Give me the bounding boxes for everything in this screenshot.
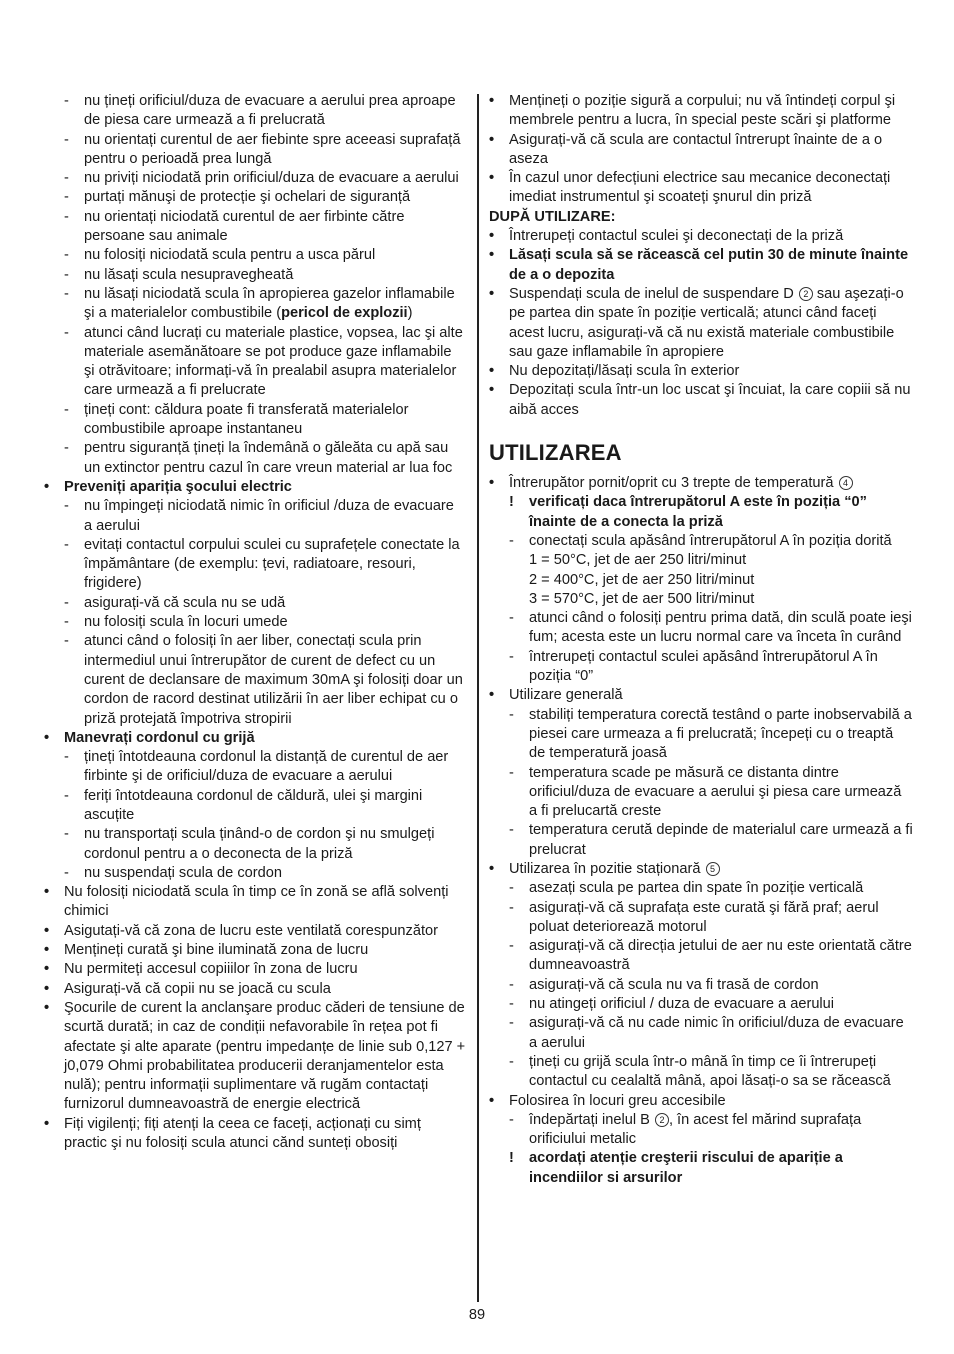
item-text: purtați mănuşi de protecție şi ochelari de siguranță <box>84 189 411 206</box>
list-item <box>44 401 466 440</box>
list-item <box>489 1149 913 1188</box>
list-item <box>44 188 466 207</box>
item-text-after: ) <box>407 305 413 322</box>
item-text: atunci când o folosiți în aer liber, conectați scula prin intermediul unui întrerupător de curent de defect cu un curent de declansare de maximum 30mA şi folosiți doar un cordon de racord destinat utilizării în aer liber echipat cu o priză protejată împotriva stropirii <box>84 633 463 727</box>
section-title: UTILIZAREA <box>489 440 622 466</box>
list-item <box>489 246 913 285</box>
figure-reference-badge: 4 <box>839 476 853 490</box>
item-text: nu lăsați niciodată scula în apropierea gazelor inflamabile şi a materialelor combustibile ( <box>84 285 455 322</box>
figure-reference-badge: 2 <box>799 287 813 301</box>
left-column <box>44 92 466 1153</box>
item-text: îndepărtați inelul B <box>529 1111 654 1128</box>
list-item <box>489 764 913 822</box>
list-item <box>489 821 913 860</box>
item-text: asigurați-vă că scula nu se udă <box>84 594 286 611</box>
right-column-top-list <box>489 92 913 420</box>
item-text: Nu folosiți niciodată scula în timp ce în zonă se află solvenți chimici <box>64 884 449 920</box>
list-item <box>489 532 913 551</box>
item-text: asigurați-vă că nu cade nimic în orificiul/duza de evacuare a aerului <box>529 1015 904 1051</box>
list-item <box>489 648 913 687</box>
item-text: conectați scula apăsând întrerupătorul A în poziția dorită <box>529 532 892 549</box>
list-item <box>489 131 913 170</box>
item-bold-text: pericol de explozii <box>281 305 408 322</box>
list-item <box>44 999 466 1115</box>
item-text: Nu permiteți accesul copiiilor în zona de lucru <box>64 961 358 978</box>
list-item <box>489 493 913 532</box>
item-text: Utilizare generală <box>509 687 623 704</box>
list-item <box>44 787 466 826</box>
list-item <box>44 864 466 883</box>
item-text: atunci când o folosiți pentru prima dată, din sculă poate ieşi fum; acesta este un lucru normal care va înceta în curând <box>529 610 912 646</box>
item-text: nu orientați curentul de aer fiebinte spre aceeasi suprafață pentru o perioadă prea lungă <box>84 131 461 167</box>
subheading <box>489 208 913 227</box>
item-text: asezați scula pe partea din spate în poziție verticală <box>529 880 864 897</box>
list-item <box>489 706 913 764</box>
list-item <box>489 474 913 493</box>
item-text: stabiliți temperatura corectă testând o parte inobservabilă a piesei care urmeaza a fi prelucrată; începeți cu o treaptă de temperatură joasă <box>529 706 912 762</box>
item-text: În cazul unor defecțiuni electrice sau mecanice deconectați imediat instrumentul şi scoateți şnurul din priză <box>509 170 891 206</box>
list-item <box>44 613 466 632</box>
right-column-bottom-list <box>489 474 913 1188</box>
item-text: 2 = 400°C, jet de aer 250 litri/minut <box>529 571 755 588</box>
item-text-after: , în acest fel mărind suprafața orificiului metalic <box>529 1111 862 1148</box>
list-item <box>44 883 466 922</box>
item-text: nu orientați niciodată curentul de aer firbinte către persoane sau animale <box>84 208 405 245</box>
list-item <box>489 227 913 246</box>
list-item <box>489 590 913 609</box>
figure-reference-badge: 2 <box>655 1113 669 1127</box>
item-text: nu folosiți niciodată scula pentru a usca părul <box>84 247 376 264</box>
list-item <box>489 1092 913 1111</box>
item-text: Suspendați scula de inelul de suspendare D <box>509 285 798 302</box>
list-item <box>489 686 913 705</box>
list-item <box>44 478 466 497</box>
item-text: nu țineți orificiul/duza de evacuare a aerului prea aproape de piesa care urmează a fi prelucrată <box>84 93 456 129</box>
item-text: DUPĂ UTILIZARE: <box>489 208 616 225</box>
item-text: Întrerupător pornit/oprit cu 3 trepte de temperatură <box>509 475 838 492</box>
list-item <box>489 551 913 570</box>
list-item <box>489 937 913 976</box>
list-item <box>44 266 466 285</box>
list-item <box>44 208 466 247</box>
list-item <box>44 131 466 170</box>
item-text: Fiți vigilenți; fiți atenți la ceea ce faceți, acționați cu simț practic şi nu folosiți scula atunci cănd sunteți obosiți <box>64 1115 421 1152</box>
item-text: temperatura scade pe măsură ce distanta dintre orificiul/duza de evacuare a aerului şi piesa care urmează a fi prelucartă creste <box>529 764 902 820</box>
item-text: Folosirea în locuri greu accesibile <box>509 1092 726 1109</box>
item-text: verificați daca întrerupătorul A este în poziția “0” înainte de a conecta la priză <box>529 494 867 530</box>
item-text: nu transportați scula ținând-o de cordon şi nu smulgeți cordonul pentru a o deconecta de la priză <box>84 826 435 862</box>
item-text: asigurați-vă că scula nu va fi trasă de cordon <box>529 976 819 993</box>
item-text: temperatura cerută depinde de materialul care urmează a fi prelucrat <box>529 822 913 858</box>
item-text: Întrerupeți contactul sculei şi deconectați de la priză <box>509 228 844 245</box>
list-item <box>44 497 466 536</box>
list-item <box>489 899 913 938</box>
item-text: țineți cont: căldura poate fi transferată materialelor combustibile aproape instantaneu <box>84 401 409 438</box>
figure-reference-badge: 5 <box>706 862 720 876</box>
item-text: acordați atenție creşterii riscului de apariție a incendiilor si arsurilor <box>529 1150 843 1186</box>
list-item <box>44 922 466 941</box>
list-item <box>489 995 913 1014</box>
list-item <box>489 609 913 648</box>
list-item <box>489 362 913 381</box>
item-text: asigurați-vă că direcția jetului de aer nu este orientată către dumneavoastră <box>529 938 912 974</box>
item-text: Preveniți apariția şocului electric <box>64 478 292 495</box>
list-item <box>489 1053 913 1092</box>
list-item <box>44 439 466 478</box>
item-text: Depozitați scula într-un loc uscat şi încuiat, la care copiii să nu aibă acces <box>509 382 911 418</box>
list-item <box>44 536 466 594</box>
list-item <box>44 1115 466 1154</box>
list-item <box>489 1014 913 1053</box>
item-text: evitați contactul corpului sculei cu suprafețele conectate la împământare (de exemplu: țevi, radiatoare, resouri, frigidere) <box>84 536 460 592</box>
page-number: 89 <box>468 1307 486 1323</box>
item-text: atunci când lucrați cu materiale plastice, vopsea, lac şi alte materiale asemănătoare se pot produce gaze inflamabile şi otrăvitoare; informați-vă în prealabil asupra materialelor care urmează a fi prelucrate <box>84 324 463 399</box>
list-item <box>489 381 913 420</box>
list-item <box>44 169 466 188</box>
list-item <box>489 860 913 879</box>
item-text: asigurați-vă că suprafața este curată şi fără praf; aerul poluat deteriorează motorul <box>529 899 879 935</box>
item-text: întrerupeți contactul sculei apăsând întrerupătorul A în poziția “0” <box>529 648 878 685</box>
list-item <box>44 632 466 728</box>
list-item <box>44 92 466 131</box>
list-item <box>489 571 913 590</box>
list-item <box>44 594 466 613</box>
item-text: Asigutați-vă că zona de lucru este ventilată corespunzător <box>64 922 438 939</box>
list-item <box>489 92 913 131</box>
list-item <box>489 169 913 208</box>
item-text: pentru siguranță țineți la îndemână o găleăta cu apă sau un extinctor pentru cazul în care vreun material ar lua foc <box>84 440 453 476</box>
item-text: țineți cu grijă scula într-o mână în timp ce îi întrerupeți contactul cu cealaltă mână, apoi lăsați-o sa se răcească <box>529 1053 891 1090</box>
item-text: Şocurile de curent la anclanşare produc căderi de tensiune de scurtă durată; in caz de condiții nefavorabile în rețea pot fi afectate şi alte aparate (pentru impedanțe de linie sub 0,127 + j0,079 Ohmi probabilitatea producerii deranjamentelor esta nulă); pentru informații suplimentare vă rugăm contactați furnizorul dumneavoastră de energie electrică <box>64 999 466 1113</box>
list-item <box>44 748 466 787</box>
list-item <box>44 285 466 324</box>
item-text: 1 = 50°C, jet de aer 250 litri/minut <box>529 552 747 569</box>
list-item <box>44 980 466 999</box>
item-text: nu atingeți orificiul / duza de evacuare a aerului <box>529 996 835 1013</box>
list-item <box>44 941 466 960</box>
item-text: țineți întotdeauna cordonul la distanță de curentul de aer firbinte şi de orificiul/duza de evacuare a aerului <box>84 749 449 785</box>
item-text: Mențineți curată şi bine iluminată zona de lucru <box>64 942 369 959</box>
item-text-after: sau aşezați-o pe partea din spate în poziție verticală; atunci când faceți acest lucru, asigurați-vă că nu există materiale combustibile sau gaze inflamabile în apropiere <box>509 285 904 360</box>
list-item <box>44 246 466 265</box>
item-text: nu priviți niciodată prin orificiul/duza de evacuare a aerului <box>84 170 459 187</box>
column-divider <box>477 94 479 1302</box>
right-column <box>489 92 913 1188</box>
list-item <box>489 976 913 995</box>
item-text: nu folosiți scula în locuri umede <box>84 614 288 631</box>
item-text: Manevrați cordonul cu grijă <box>64 729 255 746</box>
item-text: Lăsați scula să se răcească cel putin 30 de minute înainte de a o depozita <box>509 247 909 283</box>
list-item <box>489 879 913 898</box>
item-text: Asigurați-vă că scula are contactul întrerupt înainte de a o aseza <box>509 131 883 167</box>
list-item <box>489 285 913 362</box>
item-text: nu suspendați scula de cordon <box>84 864 282 881</box>
list-item <box>44 729 466 748</box>
item-text: nu împingeți niciodată nimic în orificiul /duza de evacuare a aerului <box>84 498 454 534</box>
list-item <box>44 960 466 979</box>
item-text: Utilizarea în pozitie staționară <box>509 860 705 877</box>
list-item <box>489 1111 913 1150</box>
item-text: Nu depozitați/lăsați scula în exterior <box>509 363 740 380</box>
item-text: Mențineți o poziție sigură a corpului; nu vă întindeți corpul şi membrele pentru a lucra, în special peste scări şi platforme <box>509 93 896 129</box>
item-text: Asigurați-vă că copii nu se joacă cu scula <box>64 980 331 997</box>
list-item <box>44 324 466 401</box>
item-text: nu lăsați scula nesupravegheată <box>84 266 294 283</box>
item-text: feriți întotdeauna cordonul de căldură, ulei şi margini ascuțite <box>84 787 423 823</box>
list-item <box>44 825 466 864</box>
item-text: 3 = 570°C, jet de aer 500 litri/minut <box>529 590 755 607</box>
